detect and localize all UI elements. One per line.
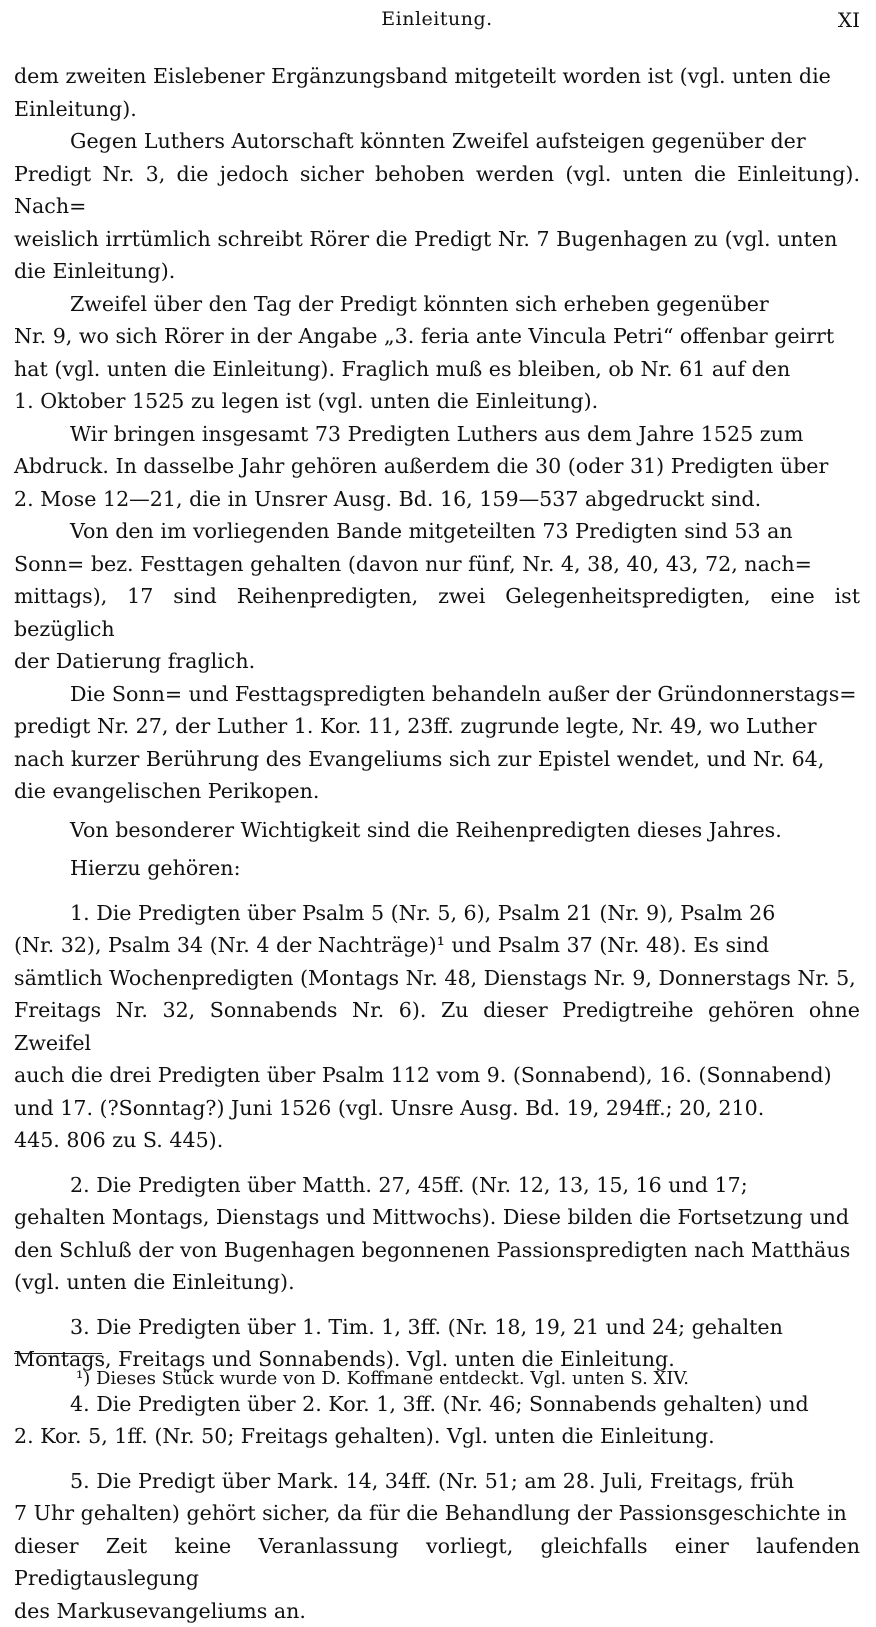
paragraph-continuation [14, 60, 860, 125]
text-line: 7 Uhr gehalten) gehört sicher, da für die Behandlung der Passionsgeschichte in [14, 1501, 847, 1525]
text-line: auch die drei Predigten über Psalm 112 vom 9. (Sonnabend), 16. (Sonnabend) [14, 1063, 832, 1087]
text-line: die Einleitung). [14, 259, 175, 283]
text-line: 3. Die Predigten über 1. Tim. 1, 3ff. (Nr. 18, 19, 21 und 24; gehalten [70, 1315, 783, 1339]
text-line: Abdruck. In dasselbe Jahr gehören außerdem die 30 (oder 31) Predigten über [14, 454, 828, 478]
paragraph-list-intro [14, 852, 860, 885]
text-line: 1. Oktober 1525 zu legen ist (vgl. unten die Einleitung). [14, 389, 598, 413]
paragraph-sermon-breakdown [14, 515, 860, 678]
text-line: Freitags Nr. 32, Sonnabends Nr. 6). Zu dieser Predigtreihe gehören ohne Zweifel [14, 998, 860, 1055]
text-line: Von den im vorliegenden Bande mitgeteilten 73 Predigten sind 53 an [70, 519, 793, 543]
text-line: (vgl. unten die Einleitung). [14, 1270, 295, 1294]
paragraph-importance [14, 814, 860, 847]
list-item-1 [14, 897, 860, 1157]
footnote-rule [14, 1353, 102, 1354]
text-line: Gegen Luthers Autorschaft könnten Zweifel aufsteigen gegenüber der [70, 129, 806, 153]
running-title: Einleitung. [14, 8, 860, 30]
text-line: 445. 806 zu S. 445). [14, 1128, 223, 1152]
footnote-marker: ¹) [76, 1368, 90, 1389]
text-line: Von besonderer Wichtigkeit sind die Reihenpredigten dieses Jahres. [70, 818, 782, 842]
text-line: sämtlich Wochenpredigten (Montags Nr. 48, Dienstags Nr. 9, Donnerstags Nr. 5, [14, 966, 856, 990]
list-item-2 [14, 1169, 860, 1299]
text-line: weislich irrtümlich schreibt Rörer die Predigt Nr. 7 Bugenhagen zu (vgl. unten [14, 227, 837, 251]
text-line: hat (vgl. unten die Einleitung). Fraglich muß es bleiben, ob Nr. 61 auf den [14, 357, 790, 381]
text-line: Zweifel über den Tag der Predigt könnten sich erheben gegenüber [70, 292, 769, 316]
text-line: Wir bringen insgesamt 73 Predigten Luthers aus dem Jahre 1525 zum [70, 422, 803, 446]
text-line: dieser Zeit keine Veranlassung vorliegt, gleichfalls einer laufenden Predigtauslegung [14, 1534, 860, 1591]
text-line: 4. Die Predigten über 2. Kor. 1, 3ff. (Nr. 46; Sonnabends gehalten) und [70, 1392, 809, 1416]
paragraph-total-sermons [14, 418, 860, 516]
paragraph-authorship [14, 125, 860, 288]
text-line: (Nr. 32), Psalm 34 (Nr. 4 der Nachträge)¹ und Psalm 37 (Nr. 48). Es sind [14, 933, 769, 957]
paragraph-feast-sermons [14, 678, 860, 808]
text-line: Einleitung). [14, 97, 137, 121]
footnote [76, 1365, 689, 1393]
text-line: Predigt Nr. 3, die jedoch sicher behoben werden (vgl. unten die Einleitung). Nach= [14, 162, 860, 219]
list-item-4 [14, 1388, 860, 1453]
text-line: 1. Die Predigten über Psalm 5 (Nr. 5, 6), Psalm 21 (Nr. 9), Psalm 26 [70, 901, 775, 925]
footnote-text: Dieses Stück wurde von D. Koffmane entdeckt. Vgl. unten S. XIV. [96, 1368, 689, 1389]
text-line: 2. Mose 12—21, die in Unsrer Ausg. Bd. 16, 159—537 abgedruckt sind. [14, 487, 761, 511]
text-line: nach kurzer Berührung des Evangeliums sich zur Epistel wendet, und Nr. 64, [14, 747, 824, 771]
text-line: 2. Kor. 5, 1ff. (Nr. 50; Freitags gehalten). Vgl. unten die Einleitung. [14, 1424, 715, 1448]
paragraph-date-doubts [14, 288, 860, 418]
page-number: XI [838, 8, 860, 32]
text-line: des Markusevangeliums an. [14, 1599, 306, 1623]
text-line: den Schluß der von Bugenhagen begonnenen Passionspredigten nach Matthäus [14, 1238, 850, 1262]
text-line: predigt Nr. 27, der Luther 1. Kor. 11, 23ff. zugrunde legte, Nr. 49, wo Luther [14, 714, 817, 738]
text-line: Hierzu gehören: [70, 856, 241, 880]
text-line: dem zweiten Eislebener Ergänzungsband mitgeteilt worden ist (vgl. unten die [14, 64, 831, 88]
text-line: gehalten Montags, Dienstags und Mittwochs). Diese bilden die Fortsetzung und [14, 1205, 849, 1229]
page-header [14, 8, 860, 38]
text-line: die evangelischen Perikopen. [14, 779, 319, 803]
text-line: 5. Die Predigt über Mark. 14, 34ff. (Nr. 51; am 28. Juli, Freitags, früh [70, 1469, 794, 1493]
text-line: Montags, Freitags und Sonnabends). Vgl. unten die Einleitung. [14, 1347, 675, 1371]
list-item-5 [14, 1465, 860, 1627]
text-line: Nr. 9, wo sich Rörer in der Angabe „3. feria ante Vincula Petri“ offenbar geirrt [14, 324, 834, 348]
text-line: Die Sonn= und Festtagspredigten behandeln außer der Gründonnerstags= [70, 682, 857, 706]
text-line: und 17. (?Sonntag?) Juni 1526 (vgl. Unsre Ausg. Bd. 19, 294ff.; 20, 210. [14, 1096, 764, 1120]
text-line: mittags), 17 sind Reihenpredigten, zwei Gelegenheitspredigten, eine ist bezüglich [14, 584, 860, 641]
text-line: 2. Die Predigten über Matth. 27, 45ff. (Nr. 12, 13, 15, 16 und 17; [70, 1173, 748, 1197]
text-line: Sonn= bez. Festtagen gehalten (davon nur fünf, Nr. 4, 38, 40, 43, 72, nach= [14, 552, 812, 576]
text-line: der Datierung fraglich. [14, 649, 255, 673]
